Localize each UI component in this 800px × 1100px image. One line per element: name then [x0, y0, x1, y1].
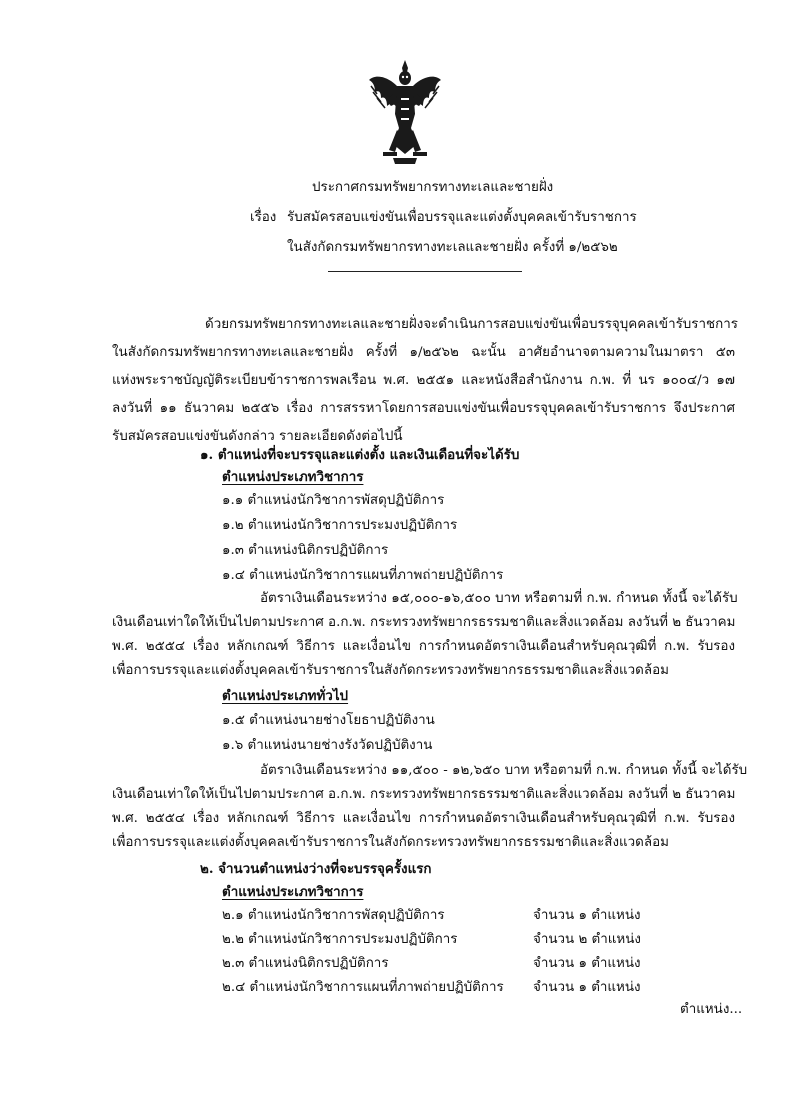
subject-label: เรื่อง: [250, 210, 277, 225]
vacancy-row-1-position: ๒.๑ ตำแหน่งนักวิชาการพัสดุปฏิบัติการ: [222, 908, 445, 923]
header-divider: [328, 271, 522, 272]
garuda-emblem-icon: [367, 58, 443, 166]
section1-item-5: ๑.๕ ตำแหน่งนายช่างโยธาปฏิบัติงาน: [222, 713, 435, 728]
general-salary-line-1: อัตราเงินเดือนระหว่าง ๑๑,๕๐๐ - ๑๒,๖๕๐ บาท หรือตามที่ ก.พ. กำหนด ทั้งนี้ จะได้รับ: [260, 763, 748, 778]
intro-line-4: ลงวันที่ ๑๑ ธันวาคม ๒๕๕๖ เรื่อง การสรรหาโดยการสอบแข่งขันเพื่อบรรจุบุคคลเข้ารับราชการ จึงประกาศ: [112, 401, 735, 416]
general-salary-line-4: เพื่อการบรรจุและแต่งตั้งบุคคลเข้ารับราชการในสังกัดกระทรวงทรัพยากรธรรมชาติและสิ่งแวดล้อม: [112, 835, 669, 850]
section1-general-heading: ตำแหน่งประเภททั่วไป: [222, 688, 349, 704]
subject-line-1: รับสมัครสอบแข่งขันเพื่อบรรจุและแต่งตั้งบุคคลเข้ารับราชการ: [287, 210, 637, 225]
general-salary-line-3: พ.ศ. ๒๕๕๔ เรื่อง หลักเกณฑ์ วิธีการ และเงื่อนไข การกำหนดอัตราเงินเดือนสำหรับคุณวุฒิที่ ก.พ. รับรอง: [112, 811, 735, 826]
section1-item-4: ๑.๔ ตำแหน่งนักวิชาการแผนที่ภาพถ่ายปฏิบัติการ: [222, 568, 504, 583]
page-continuation: ตำแหน่ง...: [680, 1002, 743, 1017]
intro-line-3: แห่งพระราชบัญญัติระเบียบข้าราชการพลเรือน พ.ศ. ๒๕๕๑ และหนังสือสำนักงาน ก.พ. ที่ นร ๑๐๐๔/ว ๑๗: [112, 373, 735, 388]
section2-heading: ๒. จำนวนตำแหน่งว่างที่จะบรรจุครั้งแรก: [200, 861, 432, 877]
section2-academic-heading: ตำแหน่งประเภทวิชาการ: [222, 884, 364, 900]
section1-heading: ๑. ตำแหน่งที่จะบรรจุและแต่งตั้ง และเงินเดือนที่จะได้รับ: [200, 447, 520, 463]
academic-salary-line-3: พ.ศ. ๒๕๕๔ เรื่อง หลักเกณฑ์ วิธีการ และเงื่อนไข การกำหนดอัตราเงินเดือนสำหรับคุณวุฒิที่ ก.พ. รับรอง: [112, 639, 735, 654]
intro-line-2: ในสังกัดกรมทรัพยากรทางทะเลและชายฝั่ง ครั้งที่ ๑/๒๕๖๒ ฉะนั้น อาศัยอำนาจตามความในมาตรา ๕๓: [112, 345, 735, 360]
intro-line-1: ด้วยกรมทรัพยากรทางทะเลและชายฝั่งจะดำเนินการสอบแข่งขันเพื่อบรรจุบุคคลเข้ารับราชการ: [205, 317, 738, 332]
intro-line-5: รับสมัครสอบแข่งขันดังกล่าว รายละเอียดดังต่อไปนี้: [112, 429, 403, 444]
subject-line-2: ในสังกัดกรมทรัพยากรทางทะเลและชายฝั่ง ครั้งที่ ๑/๒๕๖๒: [287, 240, 618, 255]
announcement-title: ประกาศกรมทรัพยากรทางทะเลและชายฝั่ง: [312, 180, 554, 195]
academic-salary-line-2: เงินเดือนเท่าใดให้เป็นไปตามประกาศ อ.ก.พ. กระทรวงทรัพยากรธรรมชาติและสิ่งแวดล้อม ลงวันที่ ๒ ธันวาคม: [112, 615, 736, 630]
vacancy-row-4-position: ๒.๔ ตำแหน่งนักวิชาการแผนที่ภาพถ่ายปฏิบัติการ: [222, 980, 504, 995]
section1-item-2: ๑.๒ ตำแหน่งนักวิชาการประมงปฏิบัติการ: [222, 518, 458, 533]
vacancy-row-3-position: ๒.๓ ตำแหน่งนิติกรปฏิบัติการ: [222, 956, 389, 971]
vacancy-row-3-count: จำนวน ๑ ตำแหน่ง: [533, 956, 641, 971]
section1-academic-heading: ตำแหน่งประเภทวิชาการ: [222, 469, 364, 485]
academic-salary-line-4: เพื่อการบรรจุและแต่งตั้งบุคคลเข้ารับราชการในสังกัดกระทรวงทรัพยากรธรรมชาติและสิ่งแวดล้อม: [112, 663, 669, 678]
vacancy-row-4-count: จำนวน ๑ ตำแหน่ง: [533, 980, 641, 995]
vacancy-row-2-position: ๒.๒ ตำแหน่งนักวิชาการประมงปฏิบัติการ: [222, 932, 458, 947]
vacancy-row-2-count: จำนวน ๒ ตำแหน่ง: [533, 932, 641, 947]
section1-item-6: ๑.๖ ตำแหน่งนายช่างรังวัดปฏิบัติงาน: [222, 738, 433, 753]
section1-item-3: ๑.๓ ตำแหน่งนิติกรปฏิบัติการ: [222, 543, 389, 558]
general-salary-line-2: เงินเดือนเท่าใดให้เป็นไปตามประกาศ อ.ก.พ. กระทรวงทรัพยากรธรรมชาติและสิ่งแวดล้อม ลงวันที่ ๒ ธันวาคม: [112, 787, 736, 802]
vacancy-row-1-count: จำนวน ๑ ตำแหน่ง: [533, 908, 641, 923]
academic-salary-line-1: อัตราเงินเดือนระหว่าง ๑๕,๐๐๐-๑๖,๕๐๐ บาท หรือตามที่ ก.พ. กำหนด ทั้งนี้ จะได้รับ: [260, 591, 738, 606]
section1-item-1: ๑.๑ ตำแหน่งนักวิชาการพัสดุปฏิบัติการ: [222, 493, 445, 508]
